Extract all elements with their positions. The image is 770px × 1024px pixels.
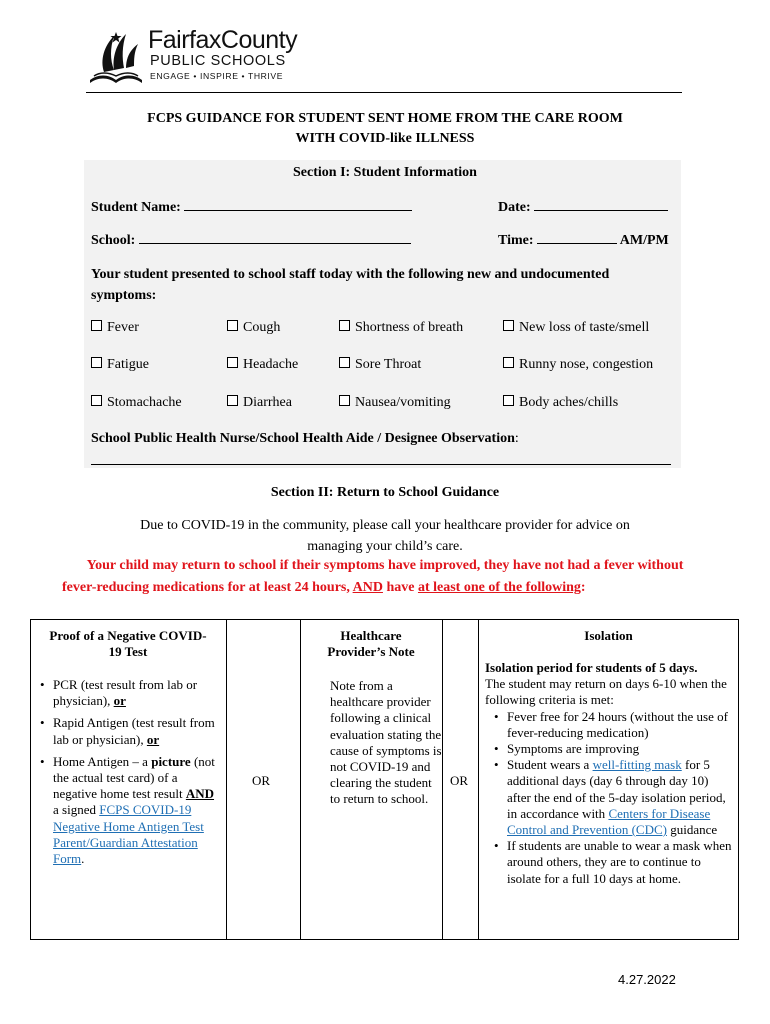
criteria-item-fever-free: • Fever free for 24 hours (without the use of fever-reducing medication) — [507, 709, 733, 741]
option-or: or — [113, 693, 126, 709]
header-line: Proof of a Negative COVID- — [49, 628, 207, 643]
header-line: 19 Test — [108, 644, 148, 660]
checkbox-icon[interactable] — [91, 357, 102, 368]
table-divider — [226, 619, 227, 940]
table-header-isolation: Isolation — [584, 628, 633, 643]
symptom-label: Body aches/chills — [519, 395, 619, 410]
symptom-label: Fatigue — [107, 357, 149, 372]
or-separator-2: OR — [450, 773, 469, 788]
criteria-text: guidance — [666, 822, 718, 838]
symptom-checkbox-shortness-of-breath[interactable] — [339, 320, 463, 336]
option-pcr — [53, 677, 215, 709]
return-criteria-line2 — [62, 580, 586, 596]
criteria-colon: : — [580, 580, 586, 595]
criteria-text: fever-reducing medications for at least 24 hours, — [62, 580, 353, 595]
option-text: Home Antigen – a — [53, 753, 152, 769]
symptom-label: Nausea/vomiting — [355, 395, 451, 410]
option-or: or — [146, 731, 160, 747]
checkbox-icon[interactable] — [339, 357, 350, 368]
criteria-item-no-mask: • If students are unable to wear a mask when around others, they are to continue to isolate for a full 10 days at home. — [507, 838, 733, 887]
option-text: PCR (test result from lab or physician), — [53, 677, 198, 709]
symptom-checkbox-runny-nose[interactable] — [503, 357, 653, 373]
checkbox-icon[interactable] — [91, 395, 102, 406]
option-and: AND — [185, 786, 215, 802]
observation-label — [91, 431, 519, 447]
criteria-item-mask — [507, 757, 733, 838]
checkbox-icon[interactable] — [91, 320, 102, 331]
student-name-blank[interactable] — [184, 198, 412, 211]
criteria-and: AND — [352, 580, 383, 595]
isolation-criteria — [485, 660, 733, 887]
document-title-line1: FCPS GUIDANCE FOR STUDENT SENT HOME FROM THE CARE ROOM — [147, 111, 623, 126]
symptom-checkbox-headache[interactable] — [227, 357, 298, 373]
advice-line1: Due to COVID-19 in the community, please call your healthcare provider for advice on — [140, 518, 630, 533]
table-divider — [300, 619, 301, 940]
section2-heading: Section II: Return to School Guidance — [270, 485, 500, 500]
checkbox-icon[interactable] — [503, 357, 514, 368]
well-fitting-mask-link[interactable]: well-fitting mask — [592, 757, 682, 773]
header-line: Provider’s Note — [327, 644, 415, 660]
cdc-link[interactable]: Centers for Disease Control and Prevention (CDC) — [507, 805, 711, 838]
school-field[interactable] — [91, 231, 411, 249]
symptom-label: Diarrhea — [243, 395, 292, 410]
time-field[interactable] — [498, 231, 669, 249]
option-text: . — [81, 851, 85, 867]
checkbox-icon[interactable] — [227, 357, 238, 368]
symptom-label: Stomachache — [107, 395, 182, 410]
school-blank[interactable] — [139, 231, 411, 244]
date-label: Date: — [498, 200, 531, 215]
symptom-checkbox-fatigue[interactable] — [91, 357, 149, 373]
school-label: School: — [91, 233, 136, 248]
symptom-checkbox-diarrhea[interactable] — [227, 395, 292, 411]
checkbox-icon[interactable] — [227, 320, 238, 331]
option-text: Rapid Antigen (test result from lab or physician), — [53, 715, 215, 747]
criteria-text: have — [382, 580, 418, 595]
isolation-subhead: Isolation period for students of 5 days. — [485, 660, 698, 675]
header-line: Healthcare — [340, 628, 402, 643]
criteria-item-symptoms: • Symptoms are improving — [507, 741, 733, 757]
symptom-checkbox-nausea[interactable] — [339, 395, 451, 411]
option-text: (not the actual test card) of a negative home test result — [53, 753, 215, 802]
symptom-label: Runny nose, congestion — [519, 357, 654, 372]
logo-subtitle: PUBLIC SCHOOLS — [150, 53, 286, 69]
symptom-checkbox-cough[interactable] — [227, 320, 280, 336]
advice-line2: managing your child’s care. — [307, 539, 463, 554]
checkbox-icon[interactable] — [227, 395, 238, 406]
isolation-intro: The student may return on days 6-10 when the following criteria is met: — [485, 676, 727, 708]
date-field[interactable] — [498, 198, 668, 216]
checkbox-icon[interactable] — [503, 395, 514, 406]
table-divider — [478, 619, 479, 940]
symptom-label: New loss of taste/smell — [519, 320, 650, 335]
table-header-negative-test — [34, 628, 222, 660]
checkbox-icon[interactable] — [339, 395, 350, 406]
symptom-label: Headache — [243, 357, 299, 372]
student-name-label: Student Name: — [91, 200, 181, 215]
or-separator-1: OR — [252, 773, 271, 788]
footer-date: 4.27.2022 — [618, 972, 676, 987]
checkbox-icon[interactable] — [339, 320, 350, 331]
provider-note-text: Note from a healthcare provider following a clinical evaluation stating the cause of symptoms is not COVID-19 and clearing the student to return to school. — [330, 678, 442, 807]
symptom-checkbox-loss-of-taste[interactable] — [503, 320, 649, 336]
symptom-label: Cough — [243, 320, 281, 335]
student-name-field[interactable] — [91, 198, 412, 216]
logo-tagline: ENGAGE • INSPIRE • THRIVE — [150, 71, 284, 81]
negative-test-options — [35, 677, 215, 873]
logo-name: FairfaxCounty — [148, 26, 298, 54]
observation-colon: : — [514, 431, 519, 446]
fcps-logo-emblem — [86, 26, 146, 86]
return-criteria-line1: Your child may return to school if their symptoms have improved, they have not had a fever without — [86, 558, 684, 573]
symptom-label: Sore Throat — [355, 357, 422, 372]
observation-blank[interactable] — [91, 464, 671, 465]
document-title-line2: WITH COVID-like ILLNESS — [295, 131, 475, 146]
attestation-form-link[interactable]: FCPS COVID-19 Negative Home Antigen Test Parent/Guardian Attestation Form — [53, 802, 204, 867]
observation-label-text: School Public Health Nurse/School Health Aide / Designee Observation — [91, 431, 515, 446]
criteria-emphasis: at least one of the following — [417, 580, 581, 595]
option-home-antigen — [53, 754, 215, 867]
option-rapid-antigen — [53, 715, 215, 747]
symptoms-intro: Your student presented to school staff today with the following new and undocumented symptoms: — [91, 267, 610, 303]
symptom-checkbox-fever[interactable] — [91, 320, 139, 336]
table-divider — [442, 619, 443, 940]
symptom-checkbox-stomachache[interactable] — [91, 395, 182, 411]
table-header-provider-note — [302, 628, 440, 660]
date-blank[interactable] — [534, 198, 668, 211]
symptom-checkbox-body-aches[interactable] — [503, 395, 618, 411]
symptom-checkbox-sore-throat[interactable] — [339, 357, 421, 373]
header-divider — [86, 92, 682, 93]
symptom-label: Fever — [107, 320, 139, 335]
time-label: Time: — [498, 233, 534, 248]
criteria-text: for 5 additional days (day 6 through day 10) after the end of the 5-day isolation period, in accordance with — [507, 757, 726, 821]
option-emphasis: picture — [151, 753, 191, 769]
section1-heading: Section I: Student Information — [293, 165, 477, 180]
option-text: a signed — [53, 802, 100, 818]
time-suffix: AM/PM — [619, 233, 669, 248]
criteria-text: Student wears a — [507, 757, 593, 773]
symptom-label: Shortness of breath — [355, 320, 464, 335]
checkbox-icon[interactable] — [503, 320, 514, 331]
time-blank[interactable] — [537, 231, 617, 244]
